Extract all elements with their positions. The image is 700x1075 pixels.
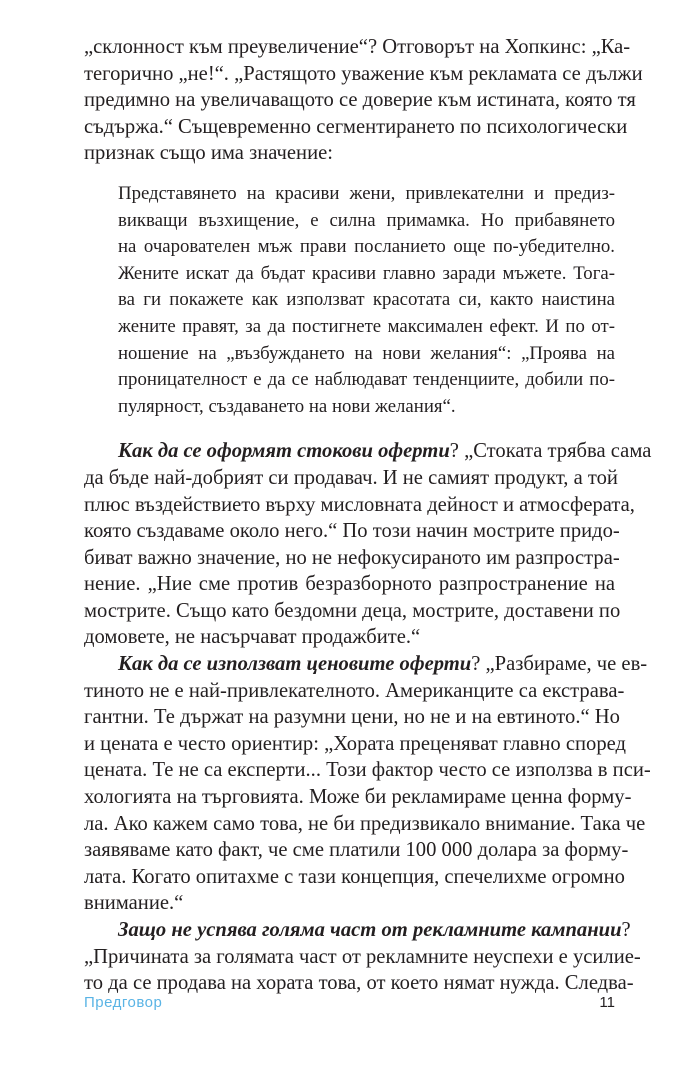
text-line: съдържа.“ Същевременно сегментирането по психологически — [84, 115, 628, 138]
quote-line: ношение на „възбуждането на нови желания“: „Проява на — [118, 342, 615, 364]
text-line: заявяваме като факт, че сме платили 100 000 долара за форму- — [84, 839, 629, 862]
quote-line: на очарователен мъж прави посланието още по-убедително. — [118, 236, 615, 258]
text-run: ? „Стоката трябва сама — [449, 440, 652, 463]
quote-line: ва ги покажете как използват красотата си, както наистина — [118, 289, 615, 311]
text-line: мострите. Също като бездомни деца, мострите, доставени по — [84, 599, 621, 622]
text-line: и цената е често ориентир: „Хората преценяват главно според — [84, 732, 626, 755]
text-line: цената. Те не са експерти... Този фактор често се използва в пси- — [84, 759, 651, 782]
text-line: то да се продава на хората това, от което нямат нужда. Следва- — [84, 972, 634, 995]
quote-line: пулярност, създаването на нови желания“. — [118, 395, 456, 417]
text-line — [84, 917, 631, 944]
text-line: „склонност към преувеличение“? Отговорът на Хопкинс: „Ка- — [84, 36, 631, 58]
page-number: 11 — [599, 994, 615, 1011]
quote-line: Представянето на красиви жени, привлекателни и предиз- — [118, 182, 615, 204]
quote-line: Жените искат да бъдат красиви главно заради мъжете. Тога- — [118, 262, 615, 284]
text-line: внимание.“ — [84, 892, 184, 915]
text-line: ла. Ако кажем само това, не би предизвикало внимание. Така че — [84, 812, 646, 835]
section-heading: Защо не успява голяма част от рекламните кампании — [118, 919, 622, 941]
text-run: ? „Разбираме, че ев- — [471, 653, 648, 676]
text-line: биват важно значение, но не нефокусираното им разпростра- — [84, 546, 620, 569]
block-quote — [118, 181, 615, 420]
text-body — [84, 34, 652, 997]
text-line: признак също има значение: — [84, 142, 333, 165]
section-heading: Как да се използват ценовите оферти — [118, 653, 472, 676]
text-line: предимно на увеличаващото се доверие към истината, която тя — [84, 89, 636, 112]
quote-line: викващи възхищение, е силна примамка. Но прибавянето — [118, 209, 615, 231]
text-line — [84, 651, 648, 678]
text-line: плюс въздействието върху мисловната дейност и атмосферата, — [84, 493, 635, 516]
text-line: която създаваме около него.“ По този начин мострите придо- — [84, 520, 620, 543]
quote-line: жените правят, за да постигнете максимален ефект. И по от- — [118, 315, 615, 337]
text-line — [84, 438, 652, 465]
text-line: лата. Когато опитахме с тази концепция, спечелихме огромно — [84, 865, 625, 888]
quote-line: проницателност е да се наблюдават тенденциите, добили по- — [118, 369, 615, 391]
text-line: домовете, не насърчават продажбите.“ — [84, 626, 421, 649]
text-run: ? — [621, 919, 631, 941]
text-line: „Причината за голямата част от рекламните неуспехи е усилие- — [84, 945, 641, 968]
text-line: гантни. Те държат на разумни цени, но не и на евтиното.“ Но — [84, 706, 620, 729]
section-heading: Как да се оформят стокови оферти — [118, 440, 450, 463]
text-line: тегорично „не!“. „Растящото уважение към рекламата се дължи — [84, 62, 643, 85]
text-line: тиното не е най-привлекателното. Американците са екстрава- — [84, 679, 625, 702]
paragraph-2 — [84, 438, 652, 651]
running-footer-section: Предговор — [84, 994, 163, 1011]
text-line: нение. „Ние сме против безразборното разпространение на — [84, 573, 615, 596]
text-line: да бъде най-добрият си продавач. И не самият продукт, а той — [84, 466, 618, 489]
paragraph-1 — [84, 34, 643, 167]
paragraph-3 — [84, 651, 651, 917]
text-line: хологията на търговията. Може би рекламираме ценна форму- — [84, 786, 632, 809]
paragraph-4 — [84, 917, 641, 997]
